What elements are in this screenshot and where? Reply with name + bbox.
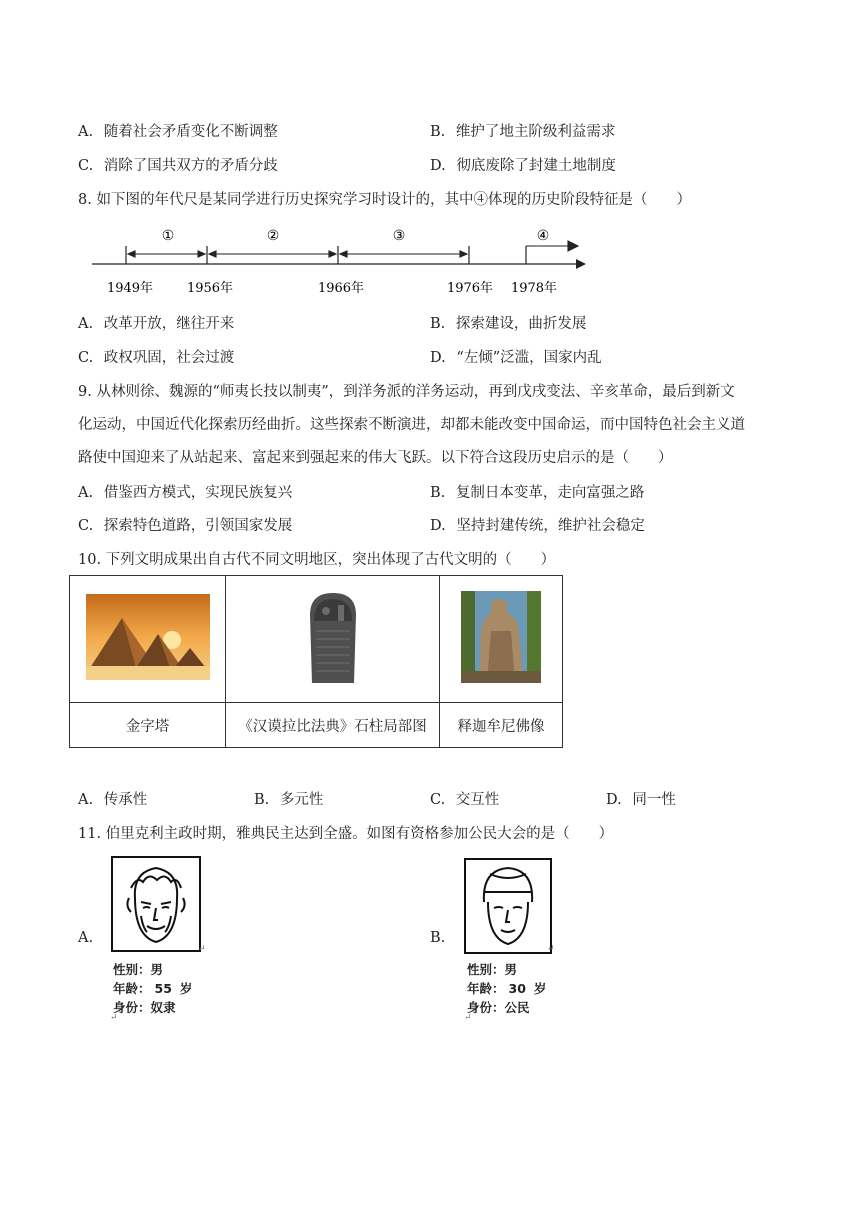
option-letter: B. (430, 930, 446, 946)
segment-label: ④ (536, 228, 550, 244)
caption-buddha: 释迦牟尼佛像 (440, 703, 563, 748)
option-text: 坚持封建传统，维护社会稳定 (456, 518, 645, 534)
option-letter: B. (430, 316, 446, 332)
identity-text: 身份：公民 (467, 1000, 530, 1015)
q7-option-a[interactable] (78, 120, 278, 141)
identity-text: 身份：奴隶 (113, 1000, 176, 1015)
option-text: 同一性 (632, 792, 676, 808)
old-man-portrait (111, 856, 201, 952)
option-text: 探索特色道路，引领国家发展 (103, 518, 293, 534)
option-text: 探索建设，曲折发展 (455, 316, 587, 332)
option-letter: C. (78, 350, 94, 366)
age-unit: 岁 (533, 981, 547, 996)
q10-option-a[interactable] (78, 788, 147, 809)
option-text: 交互性 (455, 792, 500, 808)
q9-stem-line-3: 路使中国迎来了从站起来、富起来到强起来的伟大飞跃。以下符合这段历史启示的是（ ） (78, 450, 673, 466)
option-letter: C. (430, 792, 446, 808)
option-letter: A. (78, 485, 94, 501)
option-a-info (113, 960, 192, 1017)
gender-text: 性别：男 (467, 962, 518, 977)
option-letter: D. (430, 350, 446, 366)
option-text: 复制日本变革，走向富强之路 (455, 485, 645, 501)
old-man-sketch (113, 858, 199, 950)
q7-option-d[interactable] (430, 154, 616, 175)
year-label: 1956年 (186, 281, 234, 296)
year-label: 1949年 (106, 281, 154, 296)
age-value: 55 (154, 981, 172, 996)
q8-option-a[interactable] (78, 312, 234, 333)
option-text: 消除了国共双方的矛盾分歧 (103, 158, 278, 174)
q7-option-b[interactable] (430, 120, 615, 141)
option-text: “左倾”泛滥，国家内乱 (456, 350, 602, 366)
young-man-portrait (464, 858, 552, 954)
q9-stem-line-1: 9. 从林则徐、魏源的“师夷长技以制夷”，到洋务派的洋务运动，再到戊戌变法、辛亥革命，最后到新文 (78, 384, 735, 400)
q11-stem: 11. 伯里克利主政时期，雅典民主达到全盛。如图有资格参加公民大会的是（ ） (78, 826, 614, 842)
q11-option-b[interactable] (430, 930, 445, 946)
age-unit: 岁 (179, 981, 193, 996)
year-label: 1966年 (317, 281, 365, 296)
q11-option-a[interactable] (78, 930, 93, 946)
buddha-cell (440, 576, 563, 703)
q10-option-b[interactable] (254, 788, 323, 809)
q9-stem-line-2: 化运动，中国近代化探索历经曲折。这些探索不断演进，却都未能改变中国命运，而中国特色社会主义道 (78, 417, 745, 433)
age-prefix: 年龄： (467, 981, 505, 996)
option-text: 随着社会矛盾变化不断调整 (103, 124, 278, 140)
option-letter: C. (78, 158, 94, 174)
caption-stele: 《汉谟拉比法典》石柱局部图 (226, 703, 440, 748)
segment-label: ③ (392, 228, 406, 244)
year-label: 1978年 (510, 281, 558, 296)
pyramid-cell (70, 576, 226, 703)
return-mark: ↵ (110, 1013, 118, 1023)
option-letter: A. (78, 316, 94, 332)
segment-label: ② (266, 228, 280, 244)
return-mark: ↵ (547, 944, 555, 954)
option-text: 彻底废除了封建土地制度 (456, 158, 616, 174)
option-text: 多元性 (279, 792, 324, 808)
option-letter: A. (78, 930, 94, 946)
option-letter: A. (78, 124, 94, 140)
q9-option-d[interactable] (430, 514, 645, 535)
option-text: 传承性 (103, 792, 148, 808)
option-text: 借鉴西方模式，实现民族复兴 (103, 485, 293, 501)
option-letter: B. (430, 124, 446, 140)
option-letter: D. (430, 158, 446, 174)
option-letter: C. (78, 518, 94, 534)
q8-stem: 8. 如下图的年代尺是某同学进行历史探究学习时设计的，其中④体现的历史阶段特征是（ ） (78, 192, 691, 208)
q8-option-d[interactable] (430, 346, 602, 367)
year-label: 1976年 (446, 281, 494, 296)
pyramid-image (86, 594, 210, 680)
q9-option-c[interactable] (78, 514, 292, 535)
return-mark: ↵ (464, 1013, 472, 1023)
option-letter: D. (430, 518, 446, 534)
q10-option-d[interactable] (606, 788, 676, 809)
young-man-sketch (466, 860, 550, 952)
option-letter: A. (78, 792, 94, 808)
buddha-image (461, 591, 541, 683)
gender-text: 性别：男 (113, 962, 164, 977)
option-text: 维护了地主阶级利益需求 (455, 124, 616, 140)
age-value: 30 (508, 981, 526, 996)
q9-option-b[interactable] (430, 481, 644, 502)
timeline-diagram (88, 220, 588, 302)
option-text: 政权巩固，社会过渡 (103, 350, 235, 366)
segment-label: ① (161, 228, 175, 244)
q9-option-a[interactable] (78, 481, 292, 502)
axis-arrowhead (576, 259, 586, 269)
q10-option-c[interactable] (430, 788, 499, 809)
stele-cell (226, 576, 440, 703)
option-letter: D. (606, 792, 622, 808)
caption-pyramid: 金字塔 (70, 703, 226, 748)
civilization-table (69, 575, 563, 748)
return-mark: ↵ (198, 944, 206, 954)
option-b-info (467, 960, 546, 1017)
option-text: 改革开放，继往开来 (103, 316, 235, 332)
age-prefix: 年龄： (113, 981, 151, 996)
q8-option-c[interactable] (78, 346, 234, 367)
q8-option-b[interactable] (430, 312, 586, 333)
option-letter: B. (430, 485, 446, 501)
q10-stem: 10. 下列文明成果出自古代不同文明地区，突出体现了古代文明的（ ） (78, 552, 556, 568)
stele-image (304, 591, 362, 683)
option-letter: B. (254, 792, 270, 808)
q7-option-c[interactable] (78, 154, 278, 175)
